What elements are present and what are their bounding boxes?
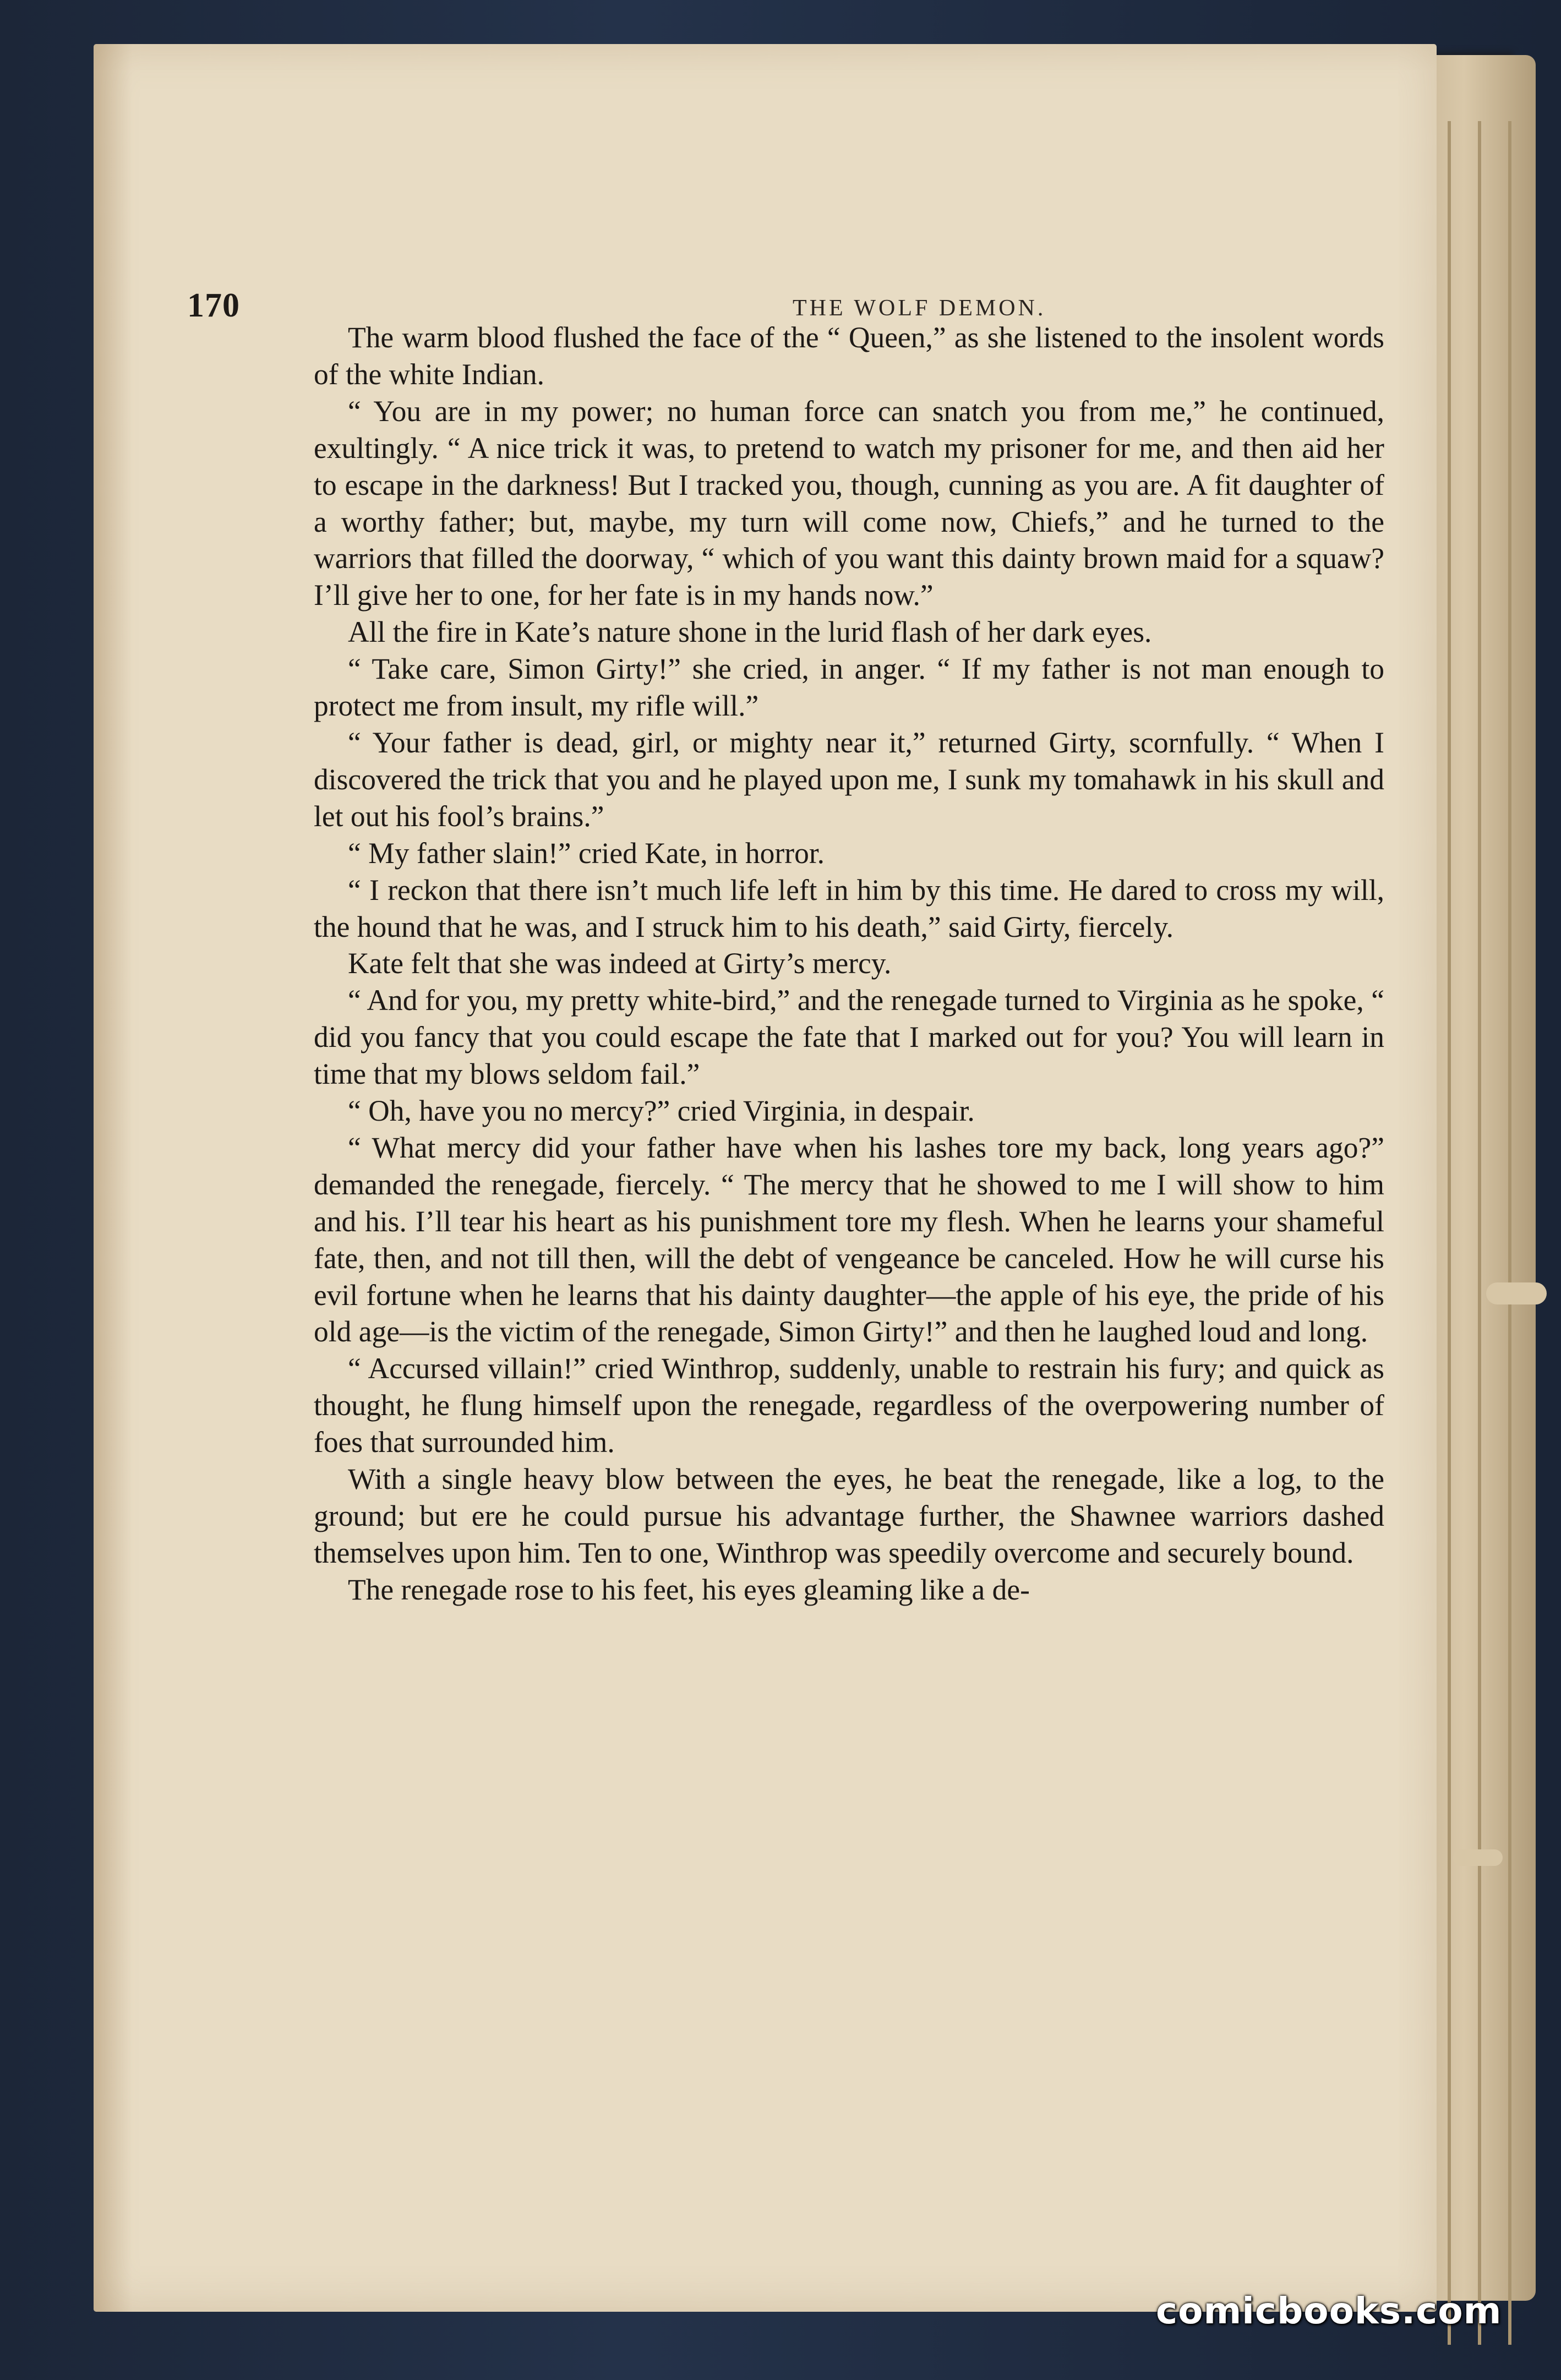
paragraph: Kate felt that she was indeed at Girty’s mercy. (348, 947, 892, 980)
running-title: THE WOLF DEMON. (793, 296, 1046, 321)
paragraph: All the fire in Kate’s nature shone in the lurid flash of her dark eyes. (348, 615, 1152, 649)
page-edge-line (1478, 121, 1481, 2345)
binding-staple-mark (1486, 1282, 1547, 1304)
page-edge-line (1508, 121, 1511, 2345)
binding-staple-mark (1453, 1849, 1503, 1866)
paragraph: “ And for you, my pretty white-bird,” and the renegade turned to Virginia as he spoke, “ did you fancy that you could escape the fate that I marked out for you? You will learn in time that my blows seldom fail.” (314, 984, 1384, 1091)
paragraph: “ You are in my power; no human force can snatch you from me,” he continued, exultingly. “ A nice trick it was, to pretend to watch my prisoner for me, and then aid her to escape in the darkness! But I tracked you, though, cunning as you are. A fit daughter of a worthy father; but, maybe, my turn will come now, Chiefs,” and he turned to the warriors that filled the doorway, “ which of you want this dainty brown maid for a squaw? I’ll give her to one, for her fate is in my hands now.” (314, 394, 1384, 612)
page-edge-line (1448, 121, 1451, 2345)
page-gutter-shading (94, 44, 132, 2312)
paragraph: “ Your father is dead, girl, or mighty near it,” returned Girty, scornfully. “ When I discovered the trick that you and he played upon me, I sunk my tomahawk in his skull and let out his fool’s brains.” (314, 725, 1384, 833)
paragraph: With a single heavy blow between the eyes, he beat the renegade, like a log, to the ground; but ere he could pursue his advantage further, the Shawnee warriors dashed themselves upon him. Ten to one, Winthrop was speedily overcome and securely bound. (314, 1462, 1384, 1569)
watermark: comicbooks.com (1156, 2290, 1502, 2332)
paragraph: “ I reckon that there isn’t much life left in him by this time. He dared to cross my will, the hound that he was, and I struck him to his death,” said Girty, fiercely. (314, 873, 1384, 943)
paragraph: The renegade rose to his feet, his eyes gleaming like a de- (348, 1573, 1030, 1606)
paragraph: The warm blood flushed the face of the “ Queen,” as she listened to the insolent words of the white Indian. (314, 321, 1384, 391)
page-number: 170 (187, 287, 240, 324)
paragraph: “ Oh, have you no mercy?” cried Virginia, in despair. (348, 1094, 975, 1128)
page-edges-stack (1426, 55, 1536, 2301)
paragraph: “ My father slain!” cried Kate, in horror. (348, 836, 825, 870)
paragraph: “ What mercy did your father have when his lashes tore my back, long years ago?” demanded the renegade, fiercely. “ The mercy that he showed to me I will show to him and his. I’ll tear his heart as his punishment tore my flesh. When he learns your shameful fate, then, and not till then, will the debt of vengeance be canceled. How he will curse his evil fortune when he learns that his dainty daughter—the apple of his eye, the pride of his old age—is the victim of the renegade, Simon Girty!” and then he laughed loud and long. (314, 1131, 1384, 1349)
body-text (314, 319, 1384, 1608)
paragraph: “ Take care, Simon Girty!” she cried, in anger. “ If my father is not man enough to protect me from insult, my rifle will.” (314, 652, 1384, 723)
paragraph: “ Accursed villain!” cried Winthrop, suddenly, unable to restrain his fury; and quick as thought, he flung himself upon the renegade, regardless of the overpowering number of foes that surrounded him. (314, 1352, 1384, 1459)
